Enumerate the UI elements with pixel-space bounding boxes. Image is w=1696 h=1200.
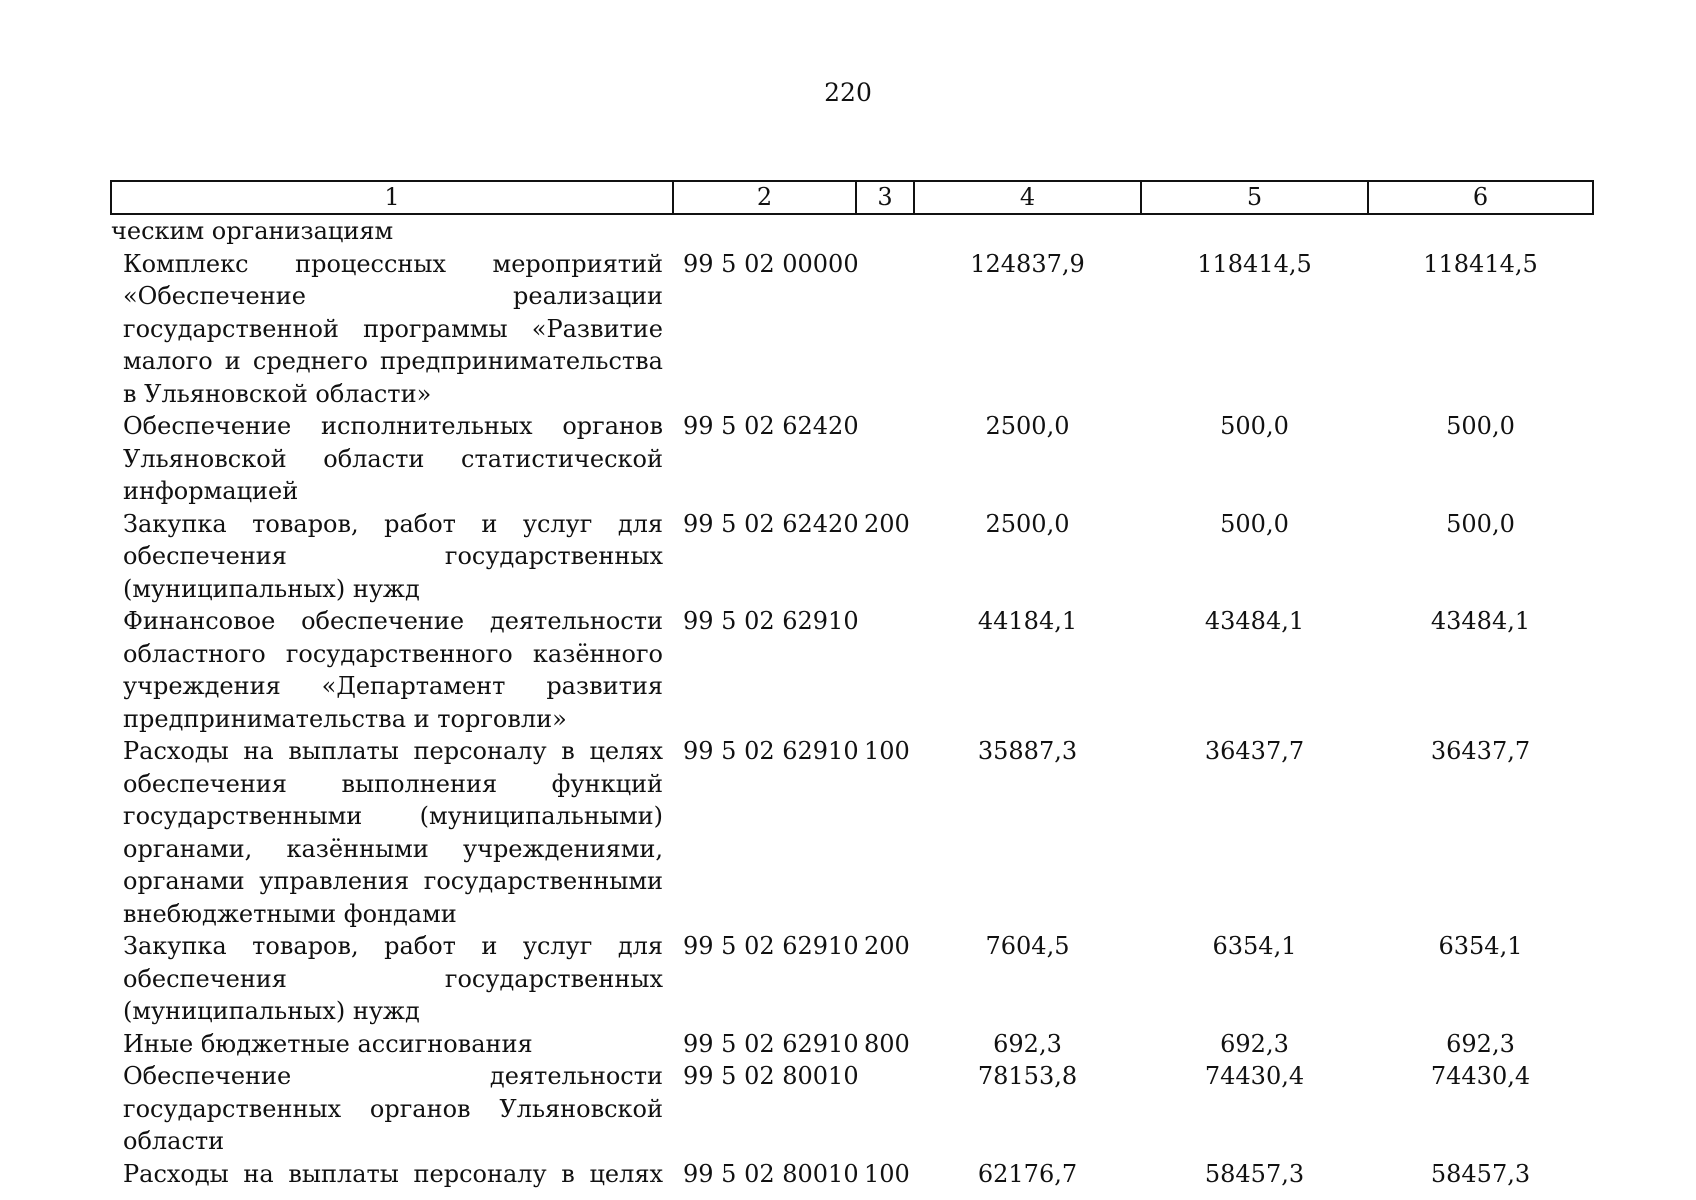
row-value-5: 6354,1 [1212, 932, 1297, 960]
table-row [111, 605, 1593, 735]
row-value-4: 124837,9 [970, 249, 1085, 278]
row-name: Иные бюджетные ассигнования [123, 1029, 533, 1058]
table-row [111, 508, 1593, 606]
table-row [111, 930, 1593, 1028]
row-code: 99 5 02 62420 [683, 509, 859, 538]
row-type: 100 [864, 1159, 910, 1188]
column-header-5: 5 [1141, 181, 1368, 214]
row-code: 99 5 02 80010 [683, 1159, 859, 1188]
row-value-6: 6354,1 [1438, 932, 1523, 960]
row-name: Расходы на выплаты персоналу в целях обеспечения выполнения функций государственными (муниципальными) органами, казёнными учреждениями, органами управления государственными внебюджетными фондами [123, 737, 663, 928]
row-name: Обеспечение деятельности государственных органов Ульяновской области [123, 1062, 663, 1155]
table-row [111, 1158, 1593, 1191]
row-value-4: 62176,7 [977, 1159, 1078, 1188]
row-value-4: 7604,5 [985, 932, 1070, 960]
row-name: Финансовое обеспечение деятельности областного государственного казённого учреждения «Департамент развития предпринимательства и торговли» [123, 607, 663, 733]
column-header-3: 3 [856, 181, 914, 214]
row-value-4: 35887,3 [977, 737, 1078, 765]
row-value-6: 74430,4 [1430, 1062, 1531, 1090]
row-code: 99 5 02 62910 [683, 932, 859, 960]
row-value-5: 58457,3 [1204, 1159, 1305, 1188]
table-header-row [111, 181, 1593, 214]
row-value-6: 36437,7 [1430, 737, 1531, 765]
row-value-4: 2500,0 [985, 509, 1070, 538]
row-value-6: 692,3 [1446, 1029, 1515, 1058]
row-value-4: 692,3 [993, 1029, 1062, 1058]
row-type [856, 410, 914, 508]
continuation-text: ческим организациям [111, 217, 394, 245]
row-value-5: 74430,4 [1204, 1062, 1305, 1090]
continuation-row [111, 214, 1593, 248]
row-type [856, 1060, 914, 1158]
row-value-4: 2500,0 [985, 412, 1070, 440]
row-value-6: 500,0 [1446, 509, 1515, 538]
row-value-6: 43484,1 [1430, 607, 1531, 635]
row-code: 99 5 02 62910 [683, 607, 859, 635]
table-row [111, 248, 1593, 411]
row-code: 99 5 02 80010 [683, 1062, 859, 1090]
row-code: 99 5 02 62420 [683, 412, 859, 440]
page-number: 220 [824, 78, 872, 107]
row-type [856, 605, 914, 735]
row-name: Обеспечение исполнительных органов Ульяновской области статистической информацией [123, 412, 663, 505]
row-type: 200 [864, 509, 910, 538]
column-header-6: 6 [1368, 181, 1593, 214]
row-code: 99 5 02 62910 [683, 1029, 859, 1058]
row-value-5: 500,0 [1220, 412, 1289, 440]
column-header-1: 1 [111, 181, 673, 214]
row-value-6: 500,0 [1446, 412, 1515, 440]
row-value-5: 692,3 [1220, 1029, 1289, 1058]
row-name: Расходы на выплаты персоналу в целях [123, 1159, 663, 1188]
row-value-6: 118414,5 [1423, 249, 1538, 278]
row-name: Закупка товаров, работ и услуг для обеспечения государственных (муниципальных) нужд [123, 932, 663, 1025]
row-name: Закупка товаров, работ и услуг для обеспечения государственных (муниципальных) нужд [123, 509, 663, 603]
row-value-5: 43484,1 [1204, 607, 1305, 635]
row-type [856, 248, 914, 411]
row-code: 99 5 02 00000 [683, 249, 859, 278]
row-value-4: 44184,1 [977, 607, 1078, 635]
row-type: 200 [864, 932, 910, 960]
row-value-4: 78153,8 [977, 1062, 1078, 1090]
table-row [111, 735, 1593, 930]
row-value-5: 500,0 [1220, 509, 1289, 538]
row-code: 99 5 02 62910 [683, 737, 859, 765]
table-row [111, 1028, 1593, 1061]
row-type: 100 [864, 737, 910, 765]
table-row [111, 1060, 1593, 1158]
budget-table [110, 180, 1594, 1190]
row-value-5: 36437,7 [1204, 737, 1305, 765]
table-row [111, 410, 1593, 508]
row-value-6: 58457,3 [1430, 1159, 1531, 1188]
column-header-4: 4 [914, 181, 1141, 214]
row-name: Комплекс процессных мероприятий «Обеспечение реализации государственной программы «Развитие малого и среднего предпринимательства в Ульяновской области» [123, 249, 663, 408]
row-value-5: 118414,5 [1197, 249, 1312, 278]
row-type: 800 [864, 1029, 910, 1058]
column-header-2: 2 [673, 181, 856, 214]
